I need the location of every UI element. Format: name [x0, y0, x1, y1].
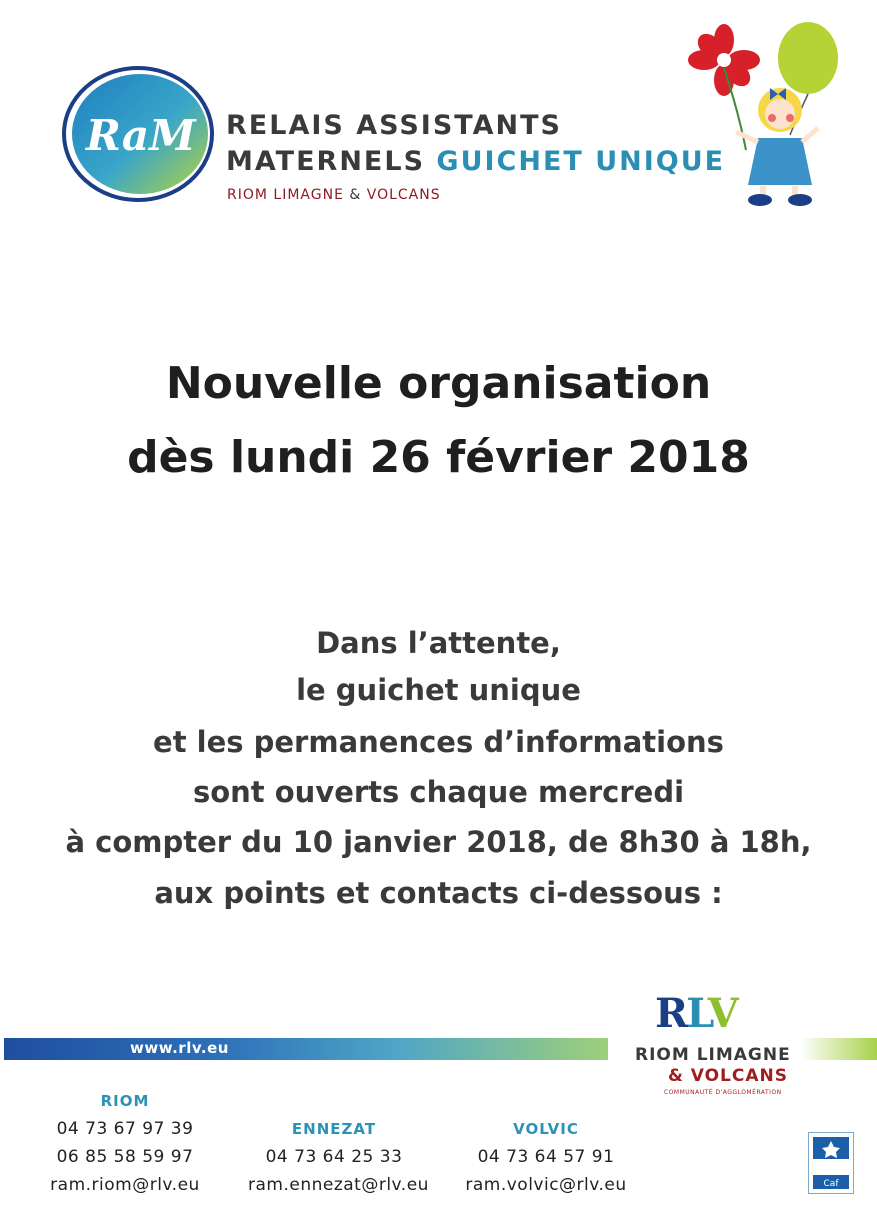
ram-title-line2	[226, 146, 725, 177]
rlv-logo-mark	[655, 990, 737, 1037]
rlv-tagline: COMMUNAUTÉ D'AGGLOMÉRATION	[664, 1089, 782, 1096]
body-line-3: et les permanences d’informations	[153, 725, 724, 759]
city-volvic: VOLVIC	[513, 1120, 579, 1138]
contact-ennezat	[248, 1120, 429, 1203]
body-line-4: sont ouverts chaque mercredi	[192, 775, 685, 809]
footer-color-band-right	[800, 1038, 877, 1060]
subtitle-volcans: VOLCANS	[366, 187, 441, 203]
rlv-name-line2: & VOLCANS	[668, 1066, 788, 1086]
contact-volvic	[460, 1120, 632, 1203]
riom-email[interactable]: ram.riom@rlv.eu	[50, 1175, 200, 1195]
ram-subtitle	[227, 187, 441, 203]
ram-logo-text: RaM	[86, 111, 196, 160]
riom-phone-1[interactable]: 04 73 67 97 39	[56, 1119, 194, 1139]
rlv-name-line1: RIOM LIMAGNE	[635, 1045, 791, 1065]
city-ennezat: ENNEZAT	[291, 1120, 377, 1138]
ennezat-email[interactable]: ram.ennezat@rlv.eu	[248, 1175, 429, 1195]
city-riom: RIOM	[100, 1092, 150, 1110]
ram-title-maternels: MATERNELS	[226, 146, 426, 177]
ram-logo	[62, 62, 218, 202]
body-line-1: Dans l’attente,	[316, 626, 561, 660]
rlv-letter-l: L	[686, 990, 708, 1037]
volvic-email[interactable]: ram.volvic@rlv.eu	[465, 1175, 627, 1195]
body-line-2: le guichet unique	[296, 673, 581, 707]
footer-color-band	[4, 1038, 608, 1060]
caf-label: Caf	[823, 1179, 839, 1189]
headline-line2: dès lundi 26 février 2018	[127, 432, 750, 483]
subtitle-amp: &	[349, 187, 362, 203]
contact-riom	[40, 1092, 210, 1203]
website-link[interactable]: www.rlv.eu	[130, 1039, 229, 1057]
headline-line1: Nouvelle organisation	[165, 358, 712, 409]
ram-title-guichet-unique: GUICHET UNIQUE	[436, 146, 726, 177]
ram-title-line1: RELAIS ASSISTANTS	[226, 110, 562, 141]
body-line-5: à compter du 10 janvier 2018, de 8h30 à 18h,	[65, 825, 812, 859]
caf-badge	[808, 1132, 854, 1194]
subtitle-riom-limagne: RIOM LIMAGNE	[227, 187, 344, 203]
rlv-letter-v: V	[707, 990, 737, 1037]
volvic-phone-1[interactable]: 04 73 64 57 91	[477, 1147, 615, 1167]
caf-logo-icon	[809, 1133, 853, 1193]
ennezat-phone-1[interactable]: 04 73 64 25 33	[265, 1147, 403, 1167]
child-flower-balloon-illustration	[668, 10, 843, 210]
rlv-letter-r: R	[655, 990, 687, 1037]
riom-phone-2[interactable]: 06 85 58 59 97	[56, 1147, 194, 1167]
body-line-6: aux points et contacts ci-dessous :	[154, 876, 723, 910]
